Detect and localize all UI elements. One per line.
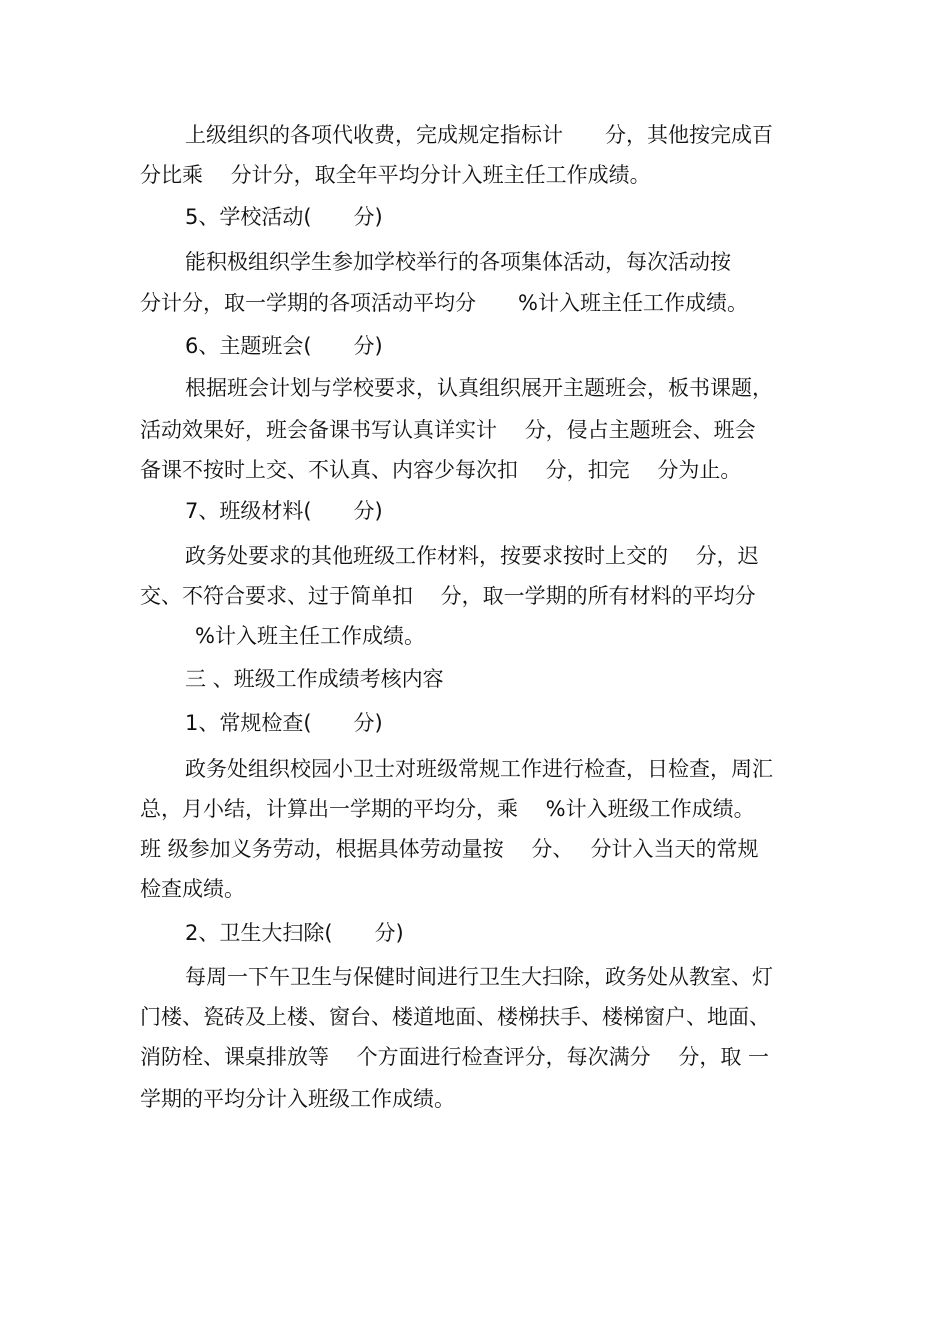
section-heading: 三 、班级工作成绩考核内容 [185,667,444,691]
section-heading: 7、班级材料( 分) [185,499,383,523]
section-heading: 2、卫生大扫除( 分) [185,921,404,945]
section-heading: 1、常规检查( 分) [185,711,383,735]
paragraph-line: 备课不按时上交、不认真、内容少每次扣 分，扣完 分为止。 [140,458,742,482]
paragraph-line: 学期的平均分计入班级工作成绩。 [140,1087,455,1111]
paragraph-line: 检查成绩。 [140,877,245,901]
paragraph-line: 能积极组织学生参加学校举行的各项集体活动，每次活动按 [185,250,731,274]
paragraph-line: 根据班会计划与学校要求，认真组织展开主题班会，板书课题， [185,376,773,400]
paragraph-line: 分计分，取一学期的各项活动平均分 %计入班主任工作成绩。 [140,291,748,315]
paragraph-line: 活动效果好，班会备课书写认真详实计 分，侵占主题班会、班会 [140,418,756,442]
paragraph-line: %计入班主任工作成绩。 [195,624,425,648]
paragraph-line: 消防栓、课桌排放等 个方面进行检查评分，每次满分 分，取 一 [140,1045,770,1069]
paragraph-line: 门楼、瓷砖及上楼、窗台、楼道地面、楼梯扶手、楼梯窗户、地面、 [140,1005,770,1029]
paragraph-line: 每周一下午卫生与保健时间进行卫生大扫除，政务处从教室、灯 [185,965,773,989]
paragraph-line: 班 级参加义务劳动，根据具体劳动量按 分、 分计入当天的常规 [140,837,759,861]
paragraph-line: 交、不符合要求、过于简单扣 分，取一学期的所有材料的平均分 [140,584,756,608]
paragraph-line: 政务处组织校园小卫士对班级常规工作进行检查，日检查，周汇 [185,757,773,781]
paragraph-line: 上级组织的各项代收费，完成规定指标计 分，其他按完成百 [185,123,773,147]
section-heading: 6、主题班会( 分) [185,334,383,358]
paragraph-line: 政务处要求的其他班级工作材料，按要求按时上交的 分，迟 [185,544,759,568]
paragraph-line: 分比乘 分计分，取全年平均分计入班主任工作成绩。 [140,163,651,187]
section-heading: 5、学校活动( 分) [185,205,383,229]
paragraph-line: 总，月小结，计算出一学期的平均分，乘 %计入班级工作成绩。 [140,797,755,821]
